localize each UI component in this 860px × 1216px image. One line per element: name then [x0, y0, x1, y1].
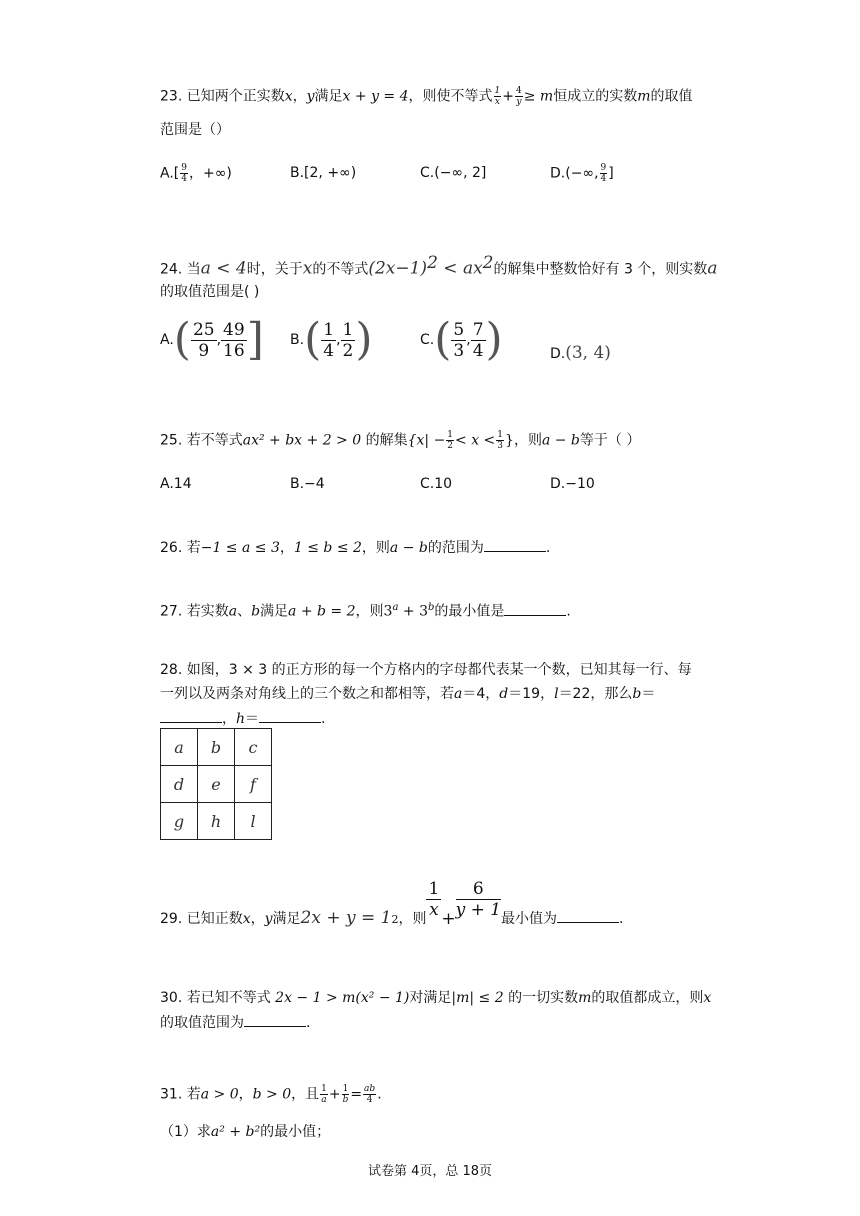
q25-option-d: D.−10	[550, 476, 595, 492]
page-footer: 试卷第 4页，总 18页	[367, 1164, 493, 1179]
q27-stem: 27. 若实数a、b满足a + b = 2，则$3^a + 3^b$的最小值是 .	[160, 602, 571, 620]
grid-cell: c	[235, 729, 272, 766]
q30-stem-line2: 的取值范围为 .	[160, 1012, 310, 1033]
q24-option-b: B.( $\frac{1}{4}$ , $\frac{1}{2}$ )	[290, 314, 373, 365]
q24-stem: 24. 当a < 4时，关于x的不等式$(2x-1)^2 < ax^2$的解集中整数恰好有 3 个，则实数a	[160, 253, 718, 279]
q30-stem: 30. 若已知不等式 2x − 1 > m(x² − 1)对满足|m| ≤ 2 的一切实数m的取值都成立，则x	[160, 990, 712, 1006]
q28-answer-blank-h[interactable]	[259, 708, 321, 723]
grid-cell: a	[161, 729, 198, 766]
q28-stem-line1: 28. 如图，3 × 3 的正方形的每一个方格内的字母都代表某一个数，已知其每一行、每	[160, 662, 692, 678]
q30-answer-blank[interactable]	[244, 1012, 306, 1027]
q26-answer-blank[interactable]	[484, 537, 546, 552]
q24-option-d: D.(3, 4)	[550, 343, 611, 363]
q28-stem-line3: ，h＝ .	[160, 708, 325, 729]
grid-cell: e	[198, 766, 235, 803]
q25-option-a: A.14	[160, 476, 192, 492]
grid-cell: g	[161, 803, 198, 840]
q24-option-c: C.( $\frac{5}{3}$ , $\frac{7}{4}$ )	[420, 314, 503, 365]
q23-option-b: B.[2, +∞)	[290, 165, 357, 181]
q23-stem-line2: 范围是（）	[160, 122, 230, 138]
q23-stem: 23. 已知两个正实数x，y满足x + y = 4，则使不等式 $\frac{1}{x}$ + $\frac{4}{y}$ ≥ m恒成立的实数m的取值	[160, 86, 693, 107]
q29-stem: 29. 已知正数x，y满足2x + y = 12，则 $\frac{1}{x}$ + $\frac{6}{y + 1}$ 最小值为 .	[160, 878, 624, 929]
q24-option-a: A.( $\frac{25}{9}$ , $\frac{49}{16}$ ]	[160, 314, 264, 365]
grid-cell: l	[235, 803, 272, 840]
q31-sub1: （1）求a² + b²的最小值；	[160, 1124, 331, 1140]
q27-answer-blank[interactable]	[504, 601, 566, 616]
q23-option-a: A.[ $\frac{9}{4}$ ，+∞)	[160, 163, 232, 184]
q25-option-c: C.10	[420, 476, 453, 492]
q26-stem: 26. 若−1 ≤ a ≤ 3，1 ≤ b ≤ 2，则a − b的范围为 .	[160, 537, 550, 558]
q29-answer-blank[interactable]	[557, 908, 619, 923]
grid-cell: h	[198, 803, 235, 840]
q23-option-c: C.(−∞, 2]	[420, 165, 487, 181]
q25-option-b: B.−4	[290, 476, 325, 492]
q25-stem: 25. 若不等式ax² + bx + 2 > 0 的解集{x| − $\frac{1}{2}$ < x < $\frac{1}{3}$ }，则a − b等于（ ）	[160, 430, 641, 451]
q28-stem-line2: 一列以及两条对角线上的三个数之和都相等，若a＝4，d＝19，l＝22，那么b＝	[160, 686, 656, 702]
q28-answer-blank-b[interactable]	[160, 708, 222, 723]
q24-stem-line2: 的取值范围是( )	[160, 284, 260, 300]
grid-cell: f	[235, 766, 272, 803]
magic-square-grid	[160, 728, 272, 840]
grid-cell: d	[161, 766, 198, 803]
q31-stem: 31. 若a > 0，b > 0，且 $\frac{1}{a}$ + $\frac{1}{b}$ = $\frac{ab}{4}$ .	[160, 1084, 382, 1105]
q23-option-d: D.(−∞, $\frac{9}{4}$ ]	[550, 163, 614, 184]
grid-cell: b	[198, 729, 235, 766]
